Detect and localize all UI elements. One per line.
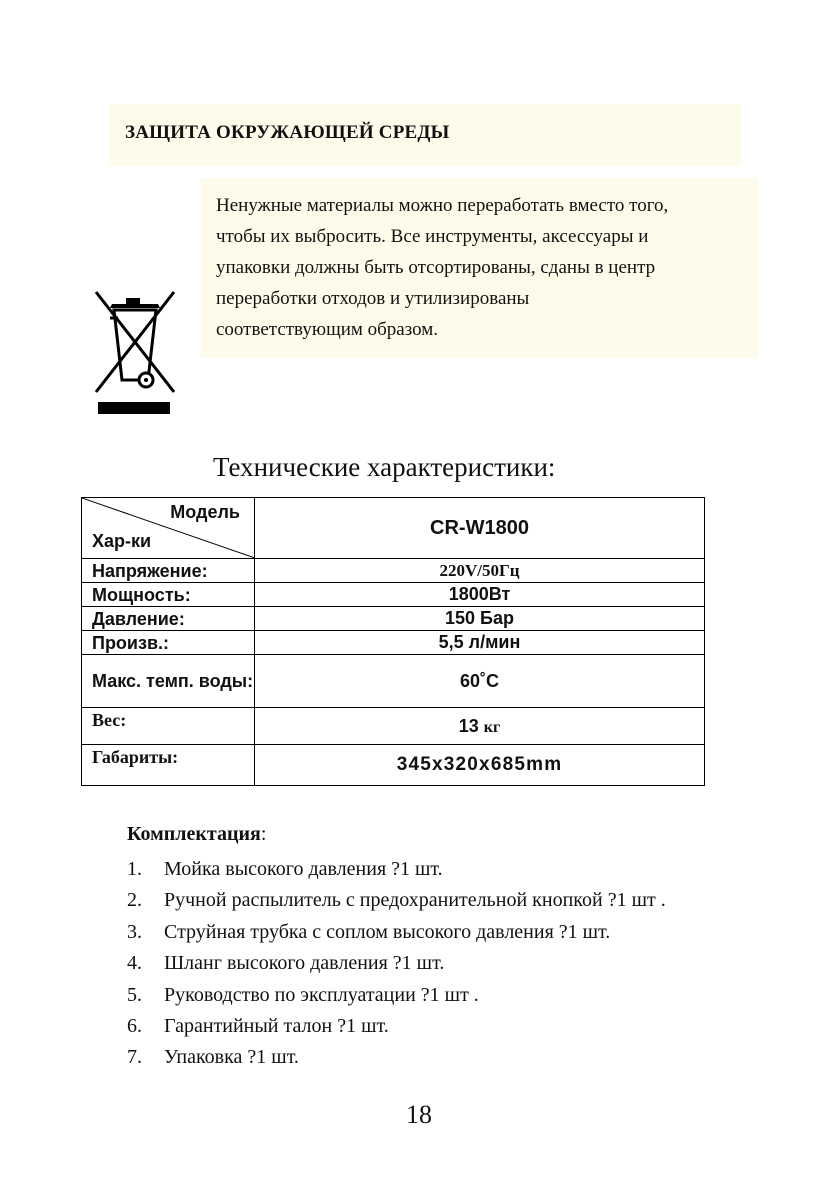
table-row: [82, 559, 705, 583]
description-line: чтобы их выбросить. Все инструменты, аксессуары и: [216, 226, 649, 247]
weight-number: 13: [458, 715, 479, 736]
weight-unit: кг: [483, 718, 501, 736]
list-item: [127, 1011, 666, 1042]
list-item-number: 4.: [127, 952, 142, 975]
description-line: Ненужные материалы можно переработать вместо того,: [216, 195, 669, 216]
list-item: [127, 948, 666, 979]
kit-heading-colon: :: [260, 823, 267, 845]
table-header-row: [82, 498, 705, 559]
list-item: [127, 1042, 666, 1073]
list-item-text: Струйная трубка с соплом высокого давления ?1 шт.: [164, 920, 611, 943]
table-row: [82, 583, 705, 607]
table-row: [82, 631, 705, 655]
page-number: 18: [406, 1100, 432, 1129]
kit-section: [127, 823, 666, 1074]
list-item: [127, 980, 666, 1011]
list-item: [127, 854, 666, 885]
row-value: 150 Бар: [255, 607, 705, 631]
list-item-number: 5.: [127, 983, 142, 1006]
description-line: переработки отходов и утилизированы: [216, 288, 530, 309]
table-row: [82, 708, 705, 745]
row-label: Напряжение:: [82, 559, 255, 583]
kit-heading-text: Комплектация: [127, 823, 261, 845]
row-label: Вес:: [82, 708, 255, 745]
specifications-table: [81, 497, 705, 786]
list-item-text: Шланг высокого давления ?1 шт.: [164, 952, 445, 975]
specifications-title: Технические характеристики:: [213, 452, 556, 482]
list-item-text: Мойка высокого давления ?1 шт.: [164, 858, 443, 880]
table-row: [82, 745, 705, 786]
description-line: упаковки должны быть отсортированы, сданы в центр: [216, 257, 656, 278]
row-label: Габариты:: [82, 745, 255, 786]
list-item: [127, 885, 666, 916]
row-value: 345x320x685mm: [255, 745, 705, 786]
header-model-label: Модель: [170, 502, 240, 522]
environment-title: ЗАЩИТА ОКРУЖАЮЩЕЙ СРЕДЫ: [125, 122, 450, 143]
row-label: Произв.:: [82, 631, 255, 655]
table-row: [82, 655, 705, 708]
row-value: 60˚C: [255, 655, 705, 708]
kit-list: [127, 854, 666, 1074]
list-item-text: Ручной распылитель с предохранительной кнопкой ?1 шт .: [164, 889, 666, 912]
crossed-out-wheelie-bin-icon: [88, 288, 180, 416]
description-line: соответствующим образом.: [216, 319, 439, 340]
row-value: 220V/50Гц: [255, 559, 705, 583]
list-item-number: 7.: [127, 1046, 142, 1069]
row-label: Давление:: [82, 607, 255, 631]
list-item-text: Гарантийный талон ?1 шт.: [164, 1014, 389, 1037]
kit-heading: [127, 823, 666, 846]
header-diagonal-cell: [82, 498, 255, 559]
row-label: Макс. темп. воды:: [82, 655, 255, 708]
list-item-text: Упаковка ?1 шт.: [164, 1046, 299, 1069]
list-item: [127, 917, 666, 948]
model-value: CR-W1800: [255, 498, 705, 559]
row-value: [255, 708, 705, 745]
row-value: 5,5 л/мин: [255, 631, 705, 655]
row-value: 1800Вт: [255, 583, 705, 607]
list-item-number: 6.: [127, 1014, 142, 1037]
list-item-number: 3.: [127, 920, 142, 943]
list-item-number: 2.: [127, 889, 142, 912]
list-item-number: 1.: [127, 858, 142, 880]
header-characteristics-label: Хар-ки: [92, 531, 152, 551]
environment-description: [216, 190, 756, 345]
table-row: [82, 607, 705, 631]
row-label: Мощность:: [82, 583, 255, 607]
list-item-text: Руководство по эксплуатации ?1 шт .: [164, 983, 479, 1006]
